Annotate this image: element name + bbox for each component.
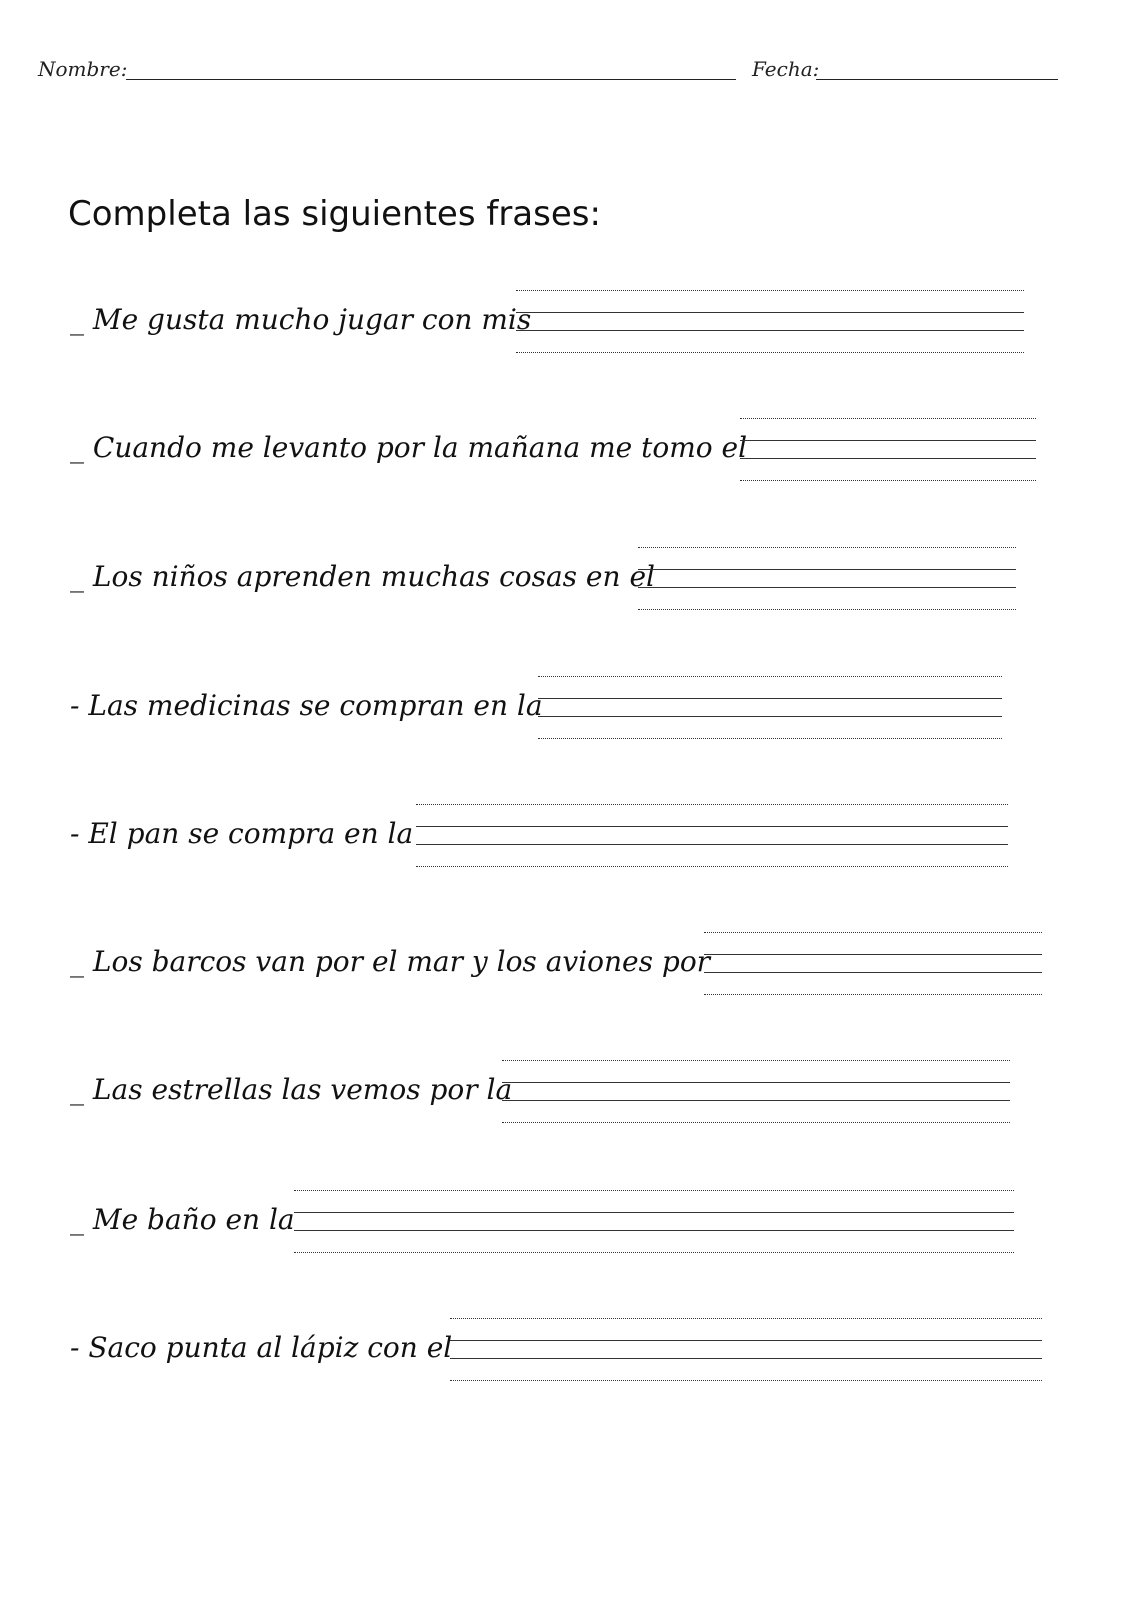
answer-lines[interactable] bbox=[704, 928, 1042, 998]
page-title: Completa las siguientes frases: bbox=[68, 194, 601, 234]
answer-lines[interactable] bbox=[416, 800, 1008, 870]
answer-lines[interactable] bbox=[294, 1186, 1014, 1256]
worksheet-header bbox=[38, 56, 1088, 86]
sentence-text: _ Los barcos van por el mar y los aviones por bbox=[70, 945, 711, 978]
answer-lines[interactable] bbox=[450, 1314, 1042, 1384]
sentence-row-2 bbox=[0, 414, 1132, 494]
sentence-row-3 bbox=[0, 543, 1132, 623]
sentence-text: _ Me baño en la bbox=[70, 1203, 295, 1236]
sentence-row-7 bbox=[0, 1056, 1132, 1136]
sentence-text: _ Los niños aprenden muchas cosas en el bbox=[70, 560, 655, 593]
date-field[interactable] bbox=[816, 79, 1058, 80]
sentence-row-8 bbox=[0, 1186, 1132, 1266]
sentence-text: _ Las estrellas las vemos por la bbox=[70, 1073, 513, 1106]
sentence-row-1 bbox=[0, 286, 1132, 366]
sentence-row-6 bbox=[0, 928, 1132, 1008]
answer-lines[interactable] bbox=[740, 414, 1036, 484]
sentence-row-4 bbox=[0, 672, 1132, 752]
name-field[interactable] bbox=[126, 79, 736, 80]
sentence-text: _ Cuando me levanto por la mañana me tomo el bbox=[70, 431, 748, 464]
answer-lines[interactable] bbox=[502, 1056, 1010, 1126]
sentence-text: _ Me gusta mucho jugar con mis bbox=[70, 303, 532, 336]
sentence-row-9 bbox=[0, 1314, 1132, 1394]
sentence-row-5 bbox=[0, 800, 1132, 880]
sentence-text: - Las medicinas se compran en la bbox=[70, 689, 543, 722]
sentence-text: - El pan se compra en la bbox=[70, 817, 414, 850]
answer-lines[interactable] bbox=[638, 543, 1016, 613]
sentence-text: - Saco punta al lápiz con el bbox=[70, 1331, 453, 1364]
date-label: Fecha: bbox=[752, 57, 820, 81]
answer-lines[interactable] bbox=[516, 286, 1024, 356]
name-label: Nombre: bbox=[38, 57, 128, 81]
answer-lines[interactable] bbox=[538, 672, 1002, 742]
